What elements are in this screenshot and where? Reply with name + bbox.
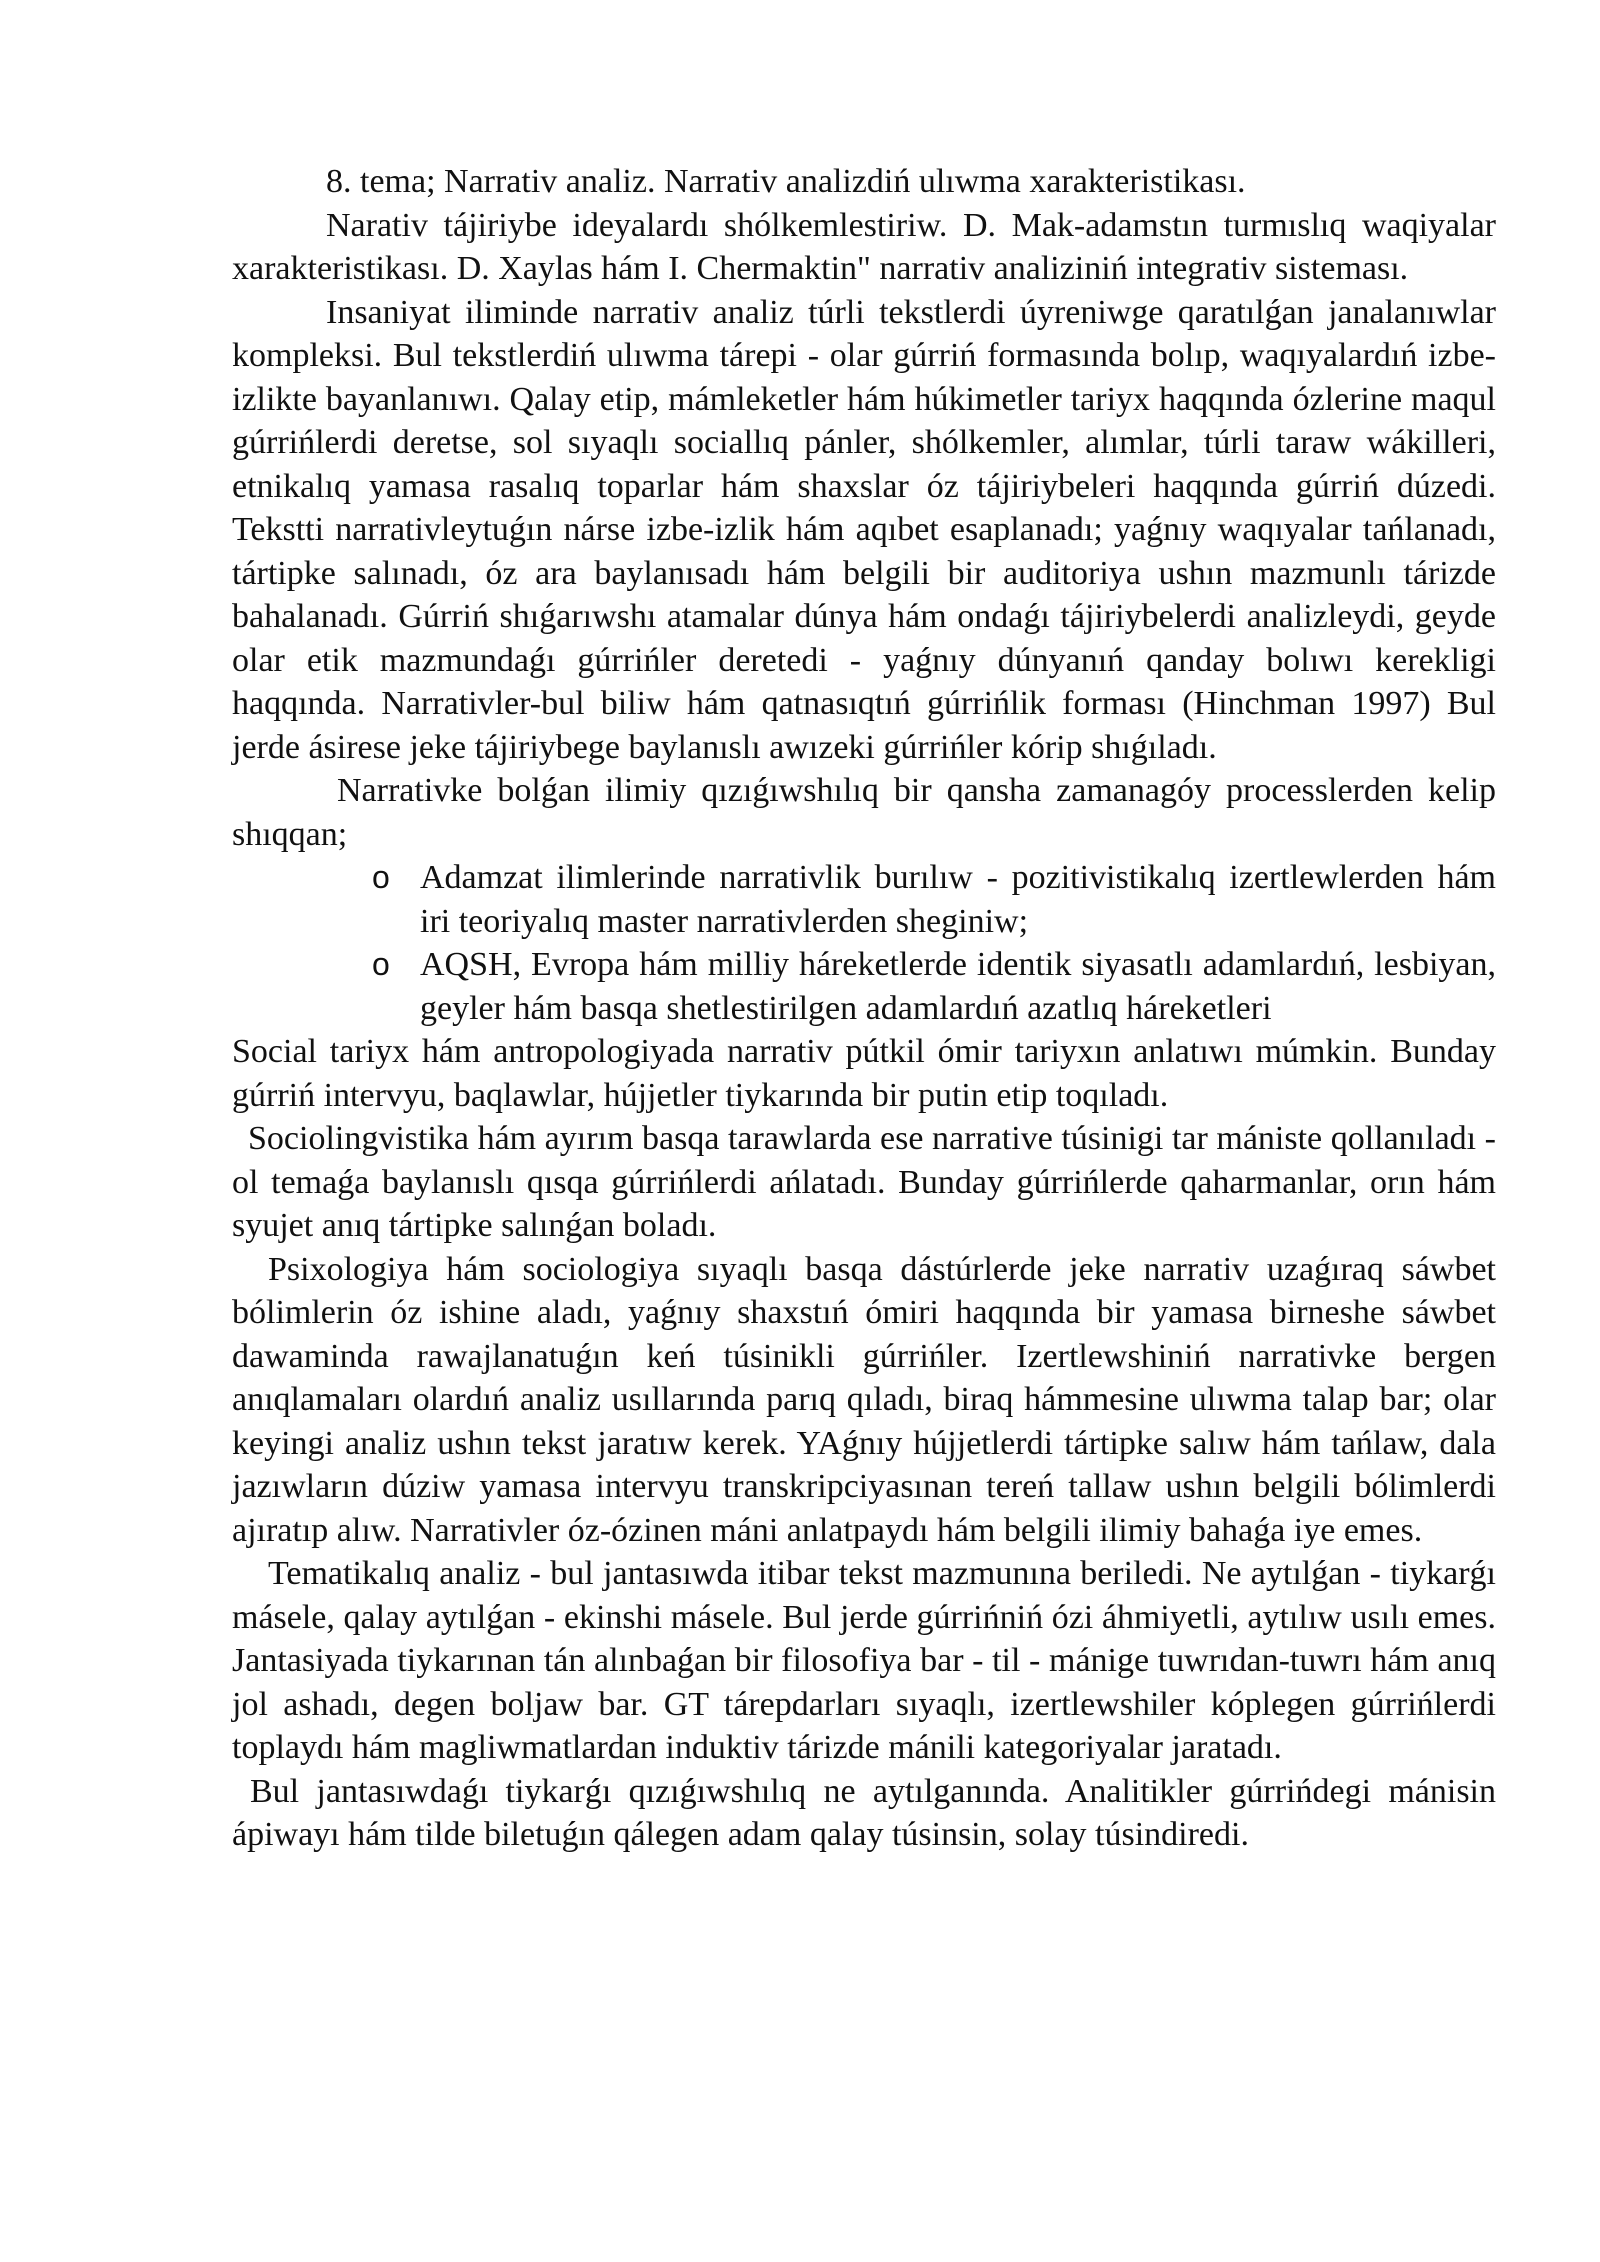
bullet-text: AQSH, Evropa hám milliy háreketlerde identik siyasatlı adamlardıń, lesbiyan, geyler hám basqa shetlestirilgen adamlardıń azatlıq háreketleri xyxy=(420,946,1496,1027)
intro-paragraph: Narativ tájiriybe ideyalardı shólkemlestiriw. D. Mak-adamstın turmıslıq waqiyalar xarakteristikası. D. Xaylas hám I. Chermaktin" narrativ analiziniń integrativ sisteması. xyxy=(232,206,1496,287)
bullet-marker: o xyxy=(372,946,390,982)
body-paragraph-7: Bul jantasıwdaǵı tiykarǵı qızıǵıwshılıq ne aytılganında. Analitikler gúrrińdegi mánisin ápiwayı hám tilde biletuǵın qálegen adam qalay túsinsin, solay túsindiredi. xyxy=(232,1772,1496,1853)
bullet-marker: o xyxy=(372,859,390,895)
bullet-list xyxy=(232,856,1496,1030)
bullet-text: Adamzat ilimlerinde narrativlik burılıw - pozitivistikalıq izertlewlerden hám iri teoriyalıq master narrativlerden sheginiw; xyxy=(420,859,1496,940)
document-title: 8. tema; Narrativ analiz. Narrativ analizdiń ulıwma xarakteristikası. xyxy=(326,163,1246,200)
bullet-item xyxy=(372,943,1496,1030)
body-paragraph-1: Insaniyat iliminde narrativ analiz túrli tekstlerdi úyreniwge qaratılǵan janalanıwlar kompleksi. Bul tekstlerdiń ulıwma tárepi - olar gúrriń formasında bolıp, waqıyalardıń izbe-izlikte bayanlanıwı. Qalay etip, mámleketler hám húkimetler tariyx haqqında ózlerine maqul gúrrińlerdi deretse, sol sıyaqlı sociallıq pánler, shólkemler, alımlar, túrli taraw wákilleri, etnikalıq yamasa rasalıq toparlar hám shaxslar óz tájiriybeleri haqqında gúrriń dúzedi. Tekstti narrativleytuǵın nárse izbe-izlik hám aqıbet esaplanadı; yaǵnıy waqıyalar tańlanadı, tártipke salınadı, óz ara baylanısadı hám belgili bir auditoriya ushın mazmunlı tárizde bahalanadı. Gúrriń shıǵarıwshı atamalar dúnya hám ondaǵı tájiriybelerdi analizleydi, geyde olar etik mazmundaǵı gúrrińler deretedi - yaǵnıy dúnyanıń qanday bolıwı kerekligi haqqında. Narrativler-bul biliw hám qatnasıqtıń gúrrińlik forması (Hinchman 1997) Bul jerde ásirese jeke tájiriybege baylanıslı awızeki gúrrińler kórip shıǵıladı. xyxy=(232,293,1496,766)
body-paragraph-3: Social tariyx hám antropologiyada narrativ pútkil ómir tariyxın anlatıwı múmkin. Bunday gúrriń intervyu, baqlawlar, hújjetler tiykarında bir putin etip toqıladı. xyxy=(232,1033,1496,1114)
body-paragraph-2: Narrativke bolǵan ilimiy qızıǵıwshılıq bir qansha zamanagóy processlerden kelip shıqqan; xyxy=(232,772,1496,853)
body-paragraph-5: Psixologiya hám sociologiya sıyaqlı basqa dástúrlerde jeke narrativ uzaǵıraq sáwbet bólimlerin óz ishine aladı, yaǵnıy shaxstıń ómiri haqqında bir yamasa birneshe sáwbet dawaminda rawajlanatuǵın keń túsinikli gúrrińler. Izertlewshiniń narrativke bergen anıqlamaları olardıń analiz usıllarında parıq qıladı, biraq hámmesine ulıwma talap bar; olar keyingi analiz ushın tekst jaratıw kerek. YAǵnıy hújjetlerdi tártipke salıw hám tańlaw, dala jazıwların dúziw yamasa intervyu transkripciyasınan tereń tallaw ushın belgili bólimlerdi ajıratıp alıw. Narrativler óz-ózinen máni anlatpaydı hám belgili ilimiy bahaǵa iye emes. xyxy=(232,1250,1496,1549)
body-paragraph-4: Sociolingvistika hám ayırım basqa tarawlarda ese narrative túsinigi tar mániste qollanıladı - ol temaǵa baylanıslı qısqa gúrrińlerdi ańlatadı. Bunday gúrrińlerde qaharmanlar, orın hám syujet anıq tártipke salınǵan boladı. xyxy=(232,1120,1496,1244)
body-paragraph-6: Tematikalıq analiz - bul jantasıwda itibar tekst mazmunına beriledi. Ne aytılǵan - tiykarǵı másele, qalay aytılǵan - ekinshi másele. Bul jerde gúrrińniń ózi áhmiyetli, aytılıw usılı emes. Jantasiyada tiykarınan tán alınbaǵan bir filosofiya bar - til - mánige tuwrıdan-tuwrı hám anıq jol ashadı, degen boljaw bar. GT tárepdarları sıyaqlı, izertlewshiler kóplegen gúrrińlerdi toplaydı hám magliwmatlardan induktiv tárizde mánili kategoriyalar jaratadı. xyxy=(232,1555,1496,1766)
bullet-item xyxy=(372,856,1496,943)
document-body xyxy=(232,160,1496,1857)
